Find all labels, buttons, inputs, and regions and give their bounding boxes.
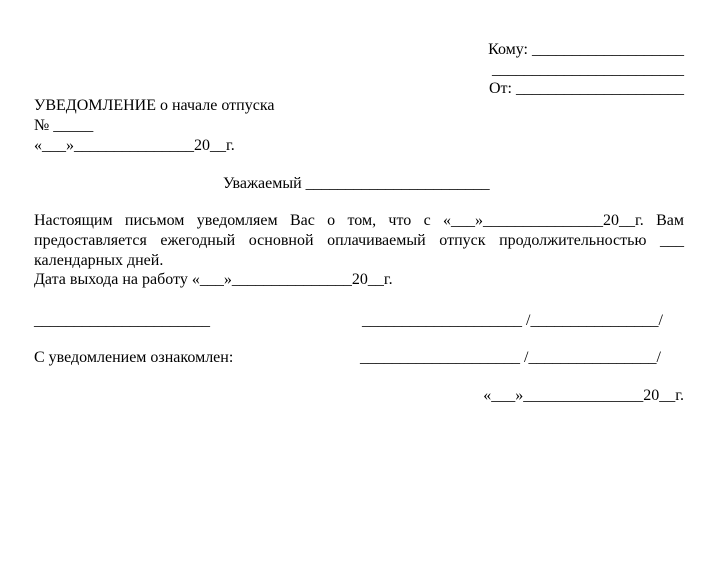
to-line-continuation: ________________________ (492, 61, 684, 78)
document-date: «___»_______________20__г. (34, 137, 235, 154)
body-line-1: Настоящим письмом уведомляем Вас о том, что с «___»_______________20__г. Вам (34, 212, 684, 229)
acknowledgement-label: С уведомлением ознакомлен: (34, 349, 234, 366)
to-line: Кому: ___________________ (488, 41, 684, 58)
body-line-3: календарных дней. (34, 252, 164, 269)
document-number: № _____ (34, 117, 94, 134)
document-title: УВЕДОМЛЕНИЕ о начале отпуска (34, 97, 275, 114)
left-signature-blank: ______________________ (34, 312, 210, 329)
greeting: Уважаемый _______________________ (223, 175, 490, 192)
body-line-2: предоставляется ежегодный основной оплачиваемый отпуск продолжительностью ___ (34, 232, 684, 249)
final-date-line: «___»_______________20__г. (483, 387, 684, 404)
right-signature-blank: ____________________ /________________/ (362, 312, 663, 329)
from-line: От: _____________________ (489, 80, 684, 97)
notice-body (34, 211, 684, 271)
acknowledgement-signature-blank: ____________________ /________________/ (360, 349, 661, 366)
return-date-line: Дата выхода на работу «___»_______________20__г. (34, 271, 393, 288)
